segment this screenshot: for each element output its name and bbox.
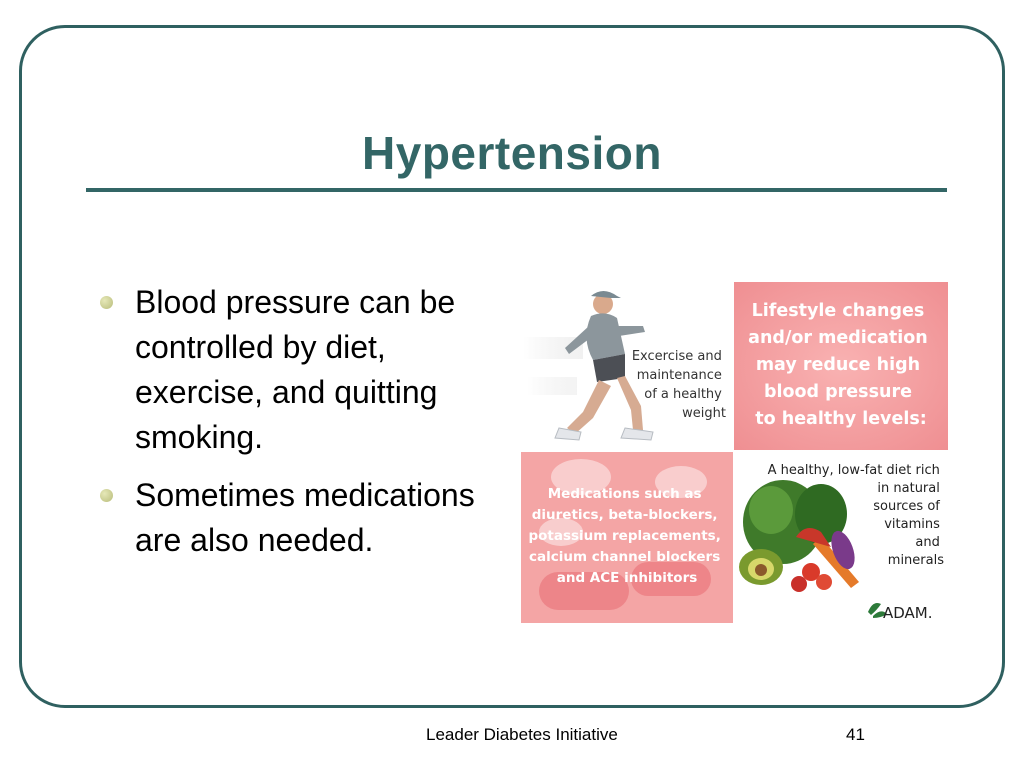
hypertension-illustration <box>521 282 948 623</box>
bullet-icon <box>100 489 113 502</box>
title-divider <box>86 188 947 192</box>
lifestyle-line: to healthy levels: <box>755 409 927 429</box>
lifestyle-line: blood pressure <box>763 382 912 402</box>
medication-line: diuretics, beta-blockers, <box>531 507 718 523</box>
diet-caption-line: vitamins <box>884 517 940 532</box>
exercise-panel <box>521 282 733 450</box>
lifestyle-line: and/or medication <box>748 328 928 348</box>
diet-caption-line: in natural <box>877 481 940 496</box>
bullet-icon <box>100 296 113 309</box>
exercise-caption-line: weight <box>682 406 726 421</box>
diet-caption-line: sources of <box>873 499 940 514</box>
adam-logo-text: ADAM. <box>883 604 933 622</box>
lifestyle-line: Lifestyle changes <box>751 301 925 321</box>
lifestyle-line: may reduce high <box>755 355 921 375</box>
diet-caption-line: and <box>915 535 940 550</box>
footer-text: Leader Diabetes Initiative <box>426 725 618 744</box>
bullet-list <box>95 280 505 576</box>
exercise-caption-line: maintenance <box>636 368 722 383</box>
slide-number: 41 <box>846 725 865 744</box>
bullet-text: Sometimes medications are also needed. <box>135 477 475 558</box>
bullet-item <box>95 473 505 563</box>
medication-line: Medications such as <box>547 486 702 502</box>
medication-line: and ACE inhibitors <box>556 570 698 586</box>
bullet-item <box>95 280 505 460</box>
medication-line: potassium replacements, <box>528 528 721 544</box>
lifestyle-panel <box>734 282 948 450</box>
medication-line: calcium channel blockers <box>529 549 721 565</box>
svg-text:Medications such as diur <box>528 486 725 586</box>
bullet-text: Blood pressure can be controlled by diet, exercise, and quitting smoking. <box>135 284 456 455</box>
slide-title: Hypertension <box>362 127 662 179</box>
diet-caption-line: minerals <box>887 553 944 568</box>
exercise-caption-line: of a healthy <box>644 387 722 402</box>
exercise-caption-line: Excercise and <box>631 349 722 364</box>
svg-text:Lifestyle changes and/or <box>748 301 934 429</box>
diet-caption-line: A healthy, low-fat diet rich <box>767 463 940 478</box>
medication-panel <box>521 452 733 623</box>
diet-panel <box>734 452 948 623</box>
